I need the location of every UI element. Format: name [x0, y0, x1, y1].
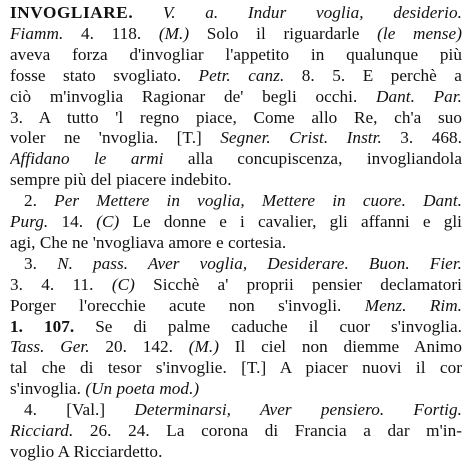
entry-line [10, 253, 462, 275]
entry-text: Affidano le armi [10, 149, 164, 169]
entry-text: 8. 5. E perchè a [284, 65, 462, 85]
entry-text: Per Mettere in voglia, Mettere in cuore. Dant. [54, 191, 462, 211]
entry-line [10, 295, 462, 317]
entry-line [10, 211, 462, 233]
entry-text: (M.) [158, 23, 190, 43]
entry-text: aveva forza d'invogliar l'appetito in qualunque più [10, 44, 462, 64]
entry-text: alla concupiscenza, invogliandola [163, 149, 462, 169]
entry-text: (C) [111, 274, 135, 294]
entry-line [10, 44, 462, 66]
entry-text: (M.) [188, 337, 220, 357]
entry-line [10, 336, 462, 358]
entry-line [10, 2, 462, 24]
entry-text: V. a. Indur voglia, desiderio. [162, 3, 462, 22]
entry-text: (C) [96, 212, 120, 231]
entry-line [10, 86, 462, 108]
entry-text: voler ne 'nvoglia. [T.] [10, 128, 221, 148]
entry-text: Purg. [10, 212, 49, 231]
entry-line [10, 190, 462, 212]
entry-line [10, 23, 462, 45]
entry-text: Porger l'orecchie acute non s'invogli. [10, 295, 365, 315]
entry-text: Le donne e i cavalier, gli affanni e gli [119, 212, 462, 231]
entry-text: Petr. canz. [198, 65, 285, 85]
entry-line [10, 316, 462, 338]
entry-line [10, 378, 462, 400]
entry-text: 4. [Val.] [24, 400, 135, 420]
entry-text: Dant. Par. [376, 86, 462, 106]
dictionary-entry [10, 0, 462, 468]
entry-text: s'invoglia. [10, 379, 86, 399]
entry-text: Solo il riguardarle [189, 23, 378, 43]
entry-line [10, 232, 462, 254]
entry-text: Fiamm. [10, 23, 64, 43]
entry-text: 14. [48, 212, 97, 231]
entry-text: 1. 107. [10, 316, 75, 336]
entry-text: 4. 118. [63, 23, 159, 43]
entry-line [10, 399, 462, 421]
entry-text: (le mense) [377, 23, 462, 43]
entry-text: 3. 4. 11. [10, 274, 112, 294]
entry-text: 3. 468. [381, 128, 462, 148]
entry-line [10, 169, 462, 191]
entry-text: sempre più del piacere indebito. [10, 170, 232, 190]
entry-text: 3. A tutto 'l regno piace, Come allo Re, ch'a suo [10, 107, 462, 127]
entry-line [10, 65, 462, 87]
entry-text: Segner. Crist. Instr. [220, 128, 382, 148]
entry-text: fosse stato svogliato. [10, 65, 199, 85]
headword: INVOGLIARE. [10, 3, 134, 22]
entry-line [10, 420, 462, 442]
entry-text: N. pass. Aver voglia, Desiderare. Buon. Fier. [57, 253, 462, 273]
entry-line [10, 357, 462, 379]
entry-text: Ricciard. [10, 421, 74, 440]
entry-text: 2. [24, 191, 55, 211]
entry-text: Se di palme caduche il cuor s'invoglia. [74, 316, 462, 336]
entry-text: (Un poeta mod.) [85, 379, 200, 399]
entry-text: ciò m'invoglia Ragionar de' begli occhi. [10, 86, 376, 106]
entry-text: 26. 24. La corona di Francia a dar m'in- [73, 421, 462, 440]
entry-text: Il ciel non diemme Animo [219, 337, 462, 357]
entry-line [10, 127, 462, 149]
entry-line [10, 274, 462, 296]
entry-line [10, 148, 462, 170]
entry-text: agi, Che ne 'nvogliava amore e cortesia. [10, 232, 287, 252]
entry-text [133, 3, 163, 22]
entry-text: voglio A Ricciardetto. [10, 441, 163, 461]
entry-text: Determinarsi, Aver pensiero. Fortig. [134, 400, 462, 420]
entry-text: Tass. Ger. [10, 337, 90, 357]
entry-text: 20. 142. [89, 337, 189, 357]
entry-text: 3. [24, 253, 58, 273]
entry-text: Sicchè a' proprii pensier declamatori [134, 274, 462, 294]
entry-line [10, 441, 462, 463]
entry-line [10, 107, 462, 129]
entry-text: tal che di tesor s'invoglie. [T.] A piacer nuovi il cor [10, 358, 462, 378]
entry-text: Menz. Rim. [364, 295, 462, 315]
